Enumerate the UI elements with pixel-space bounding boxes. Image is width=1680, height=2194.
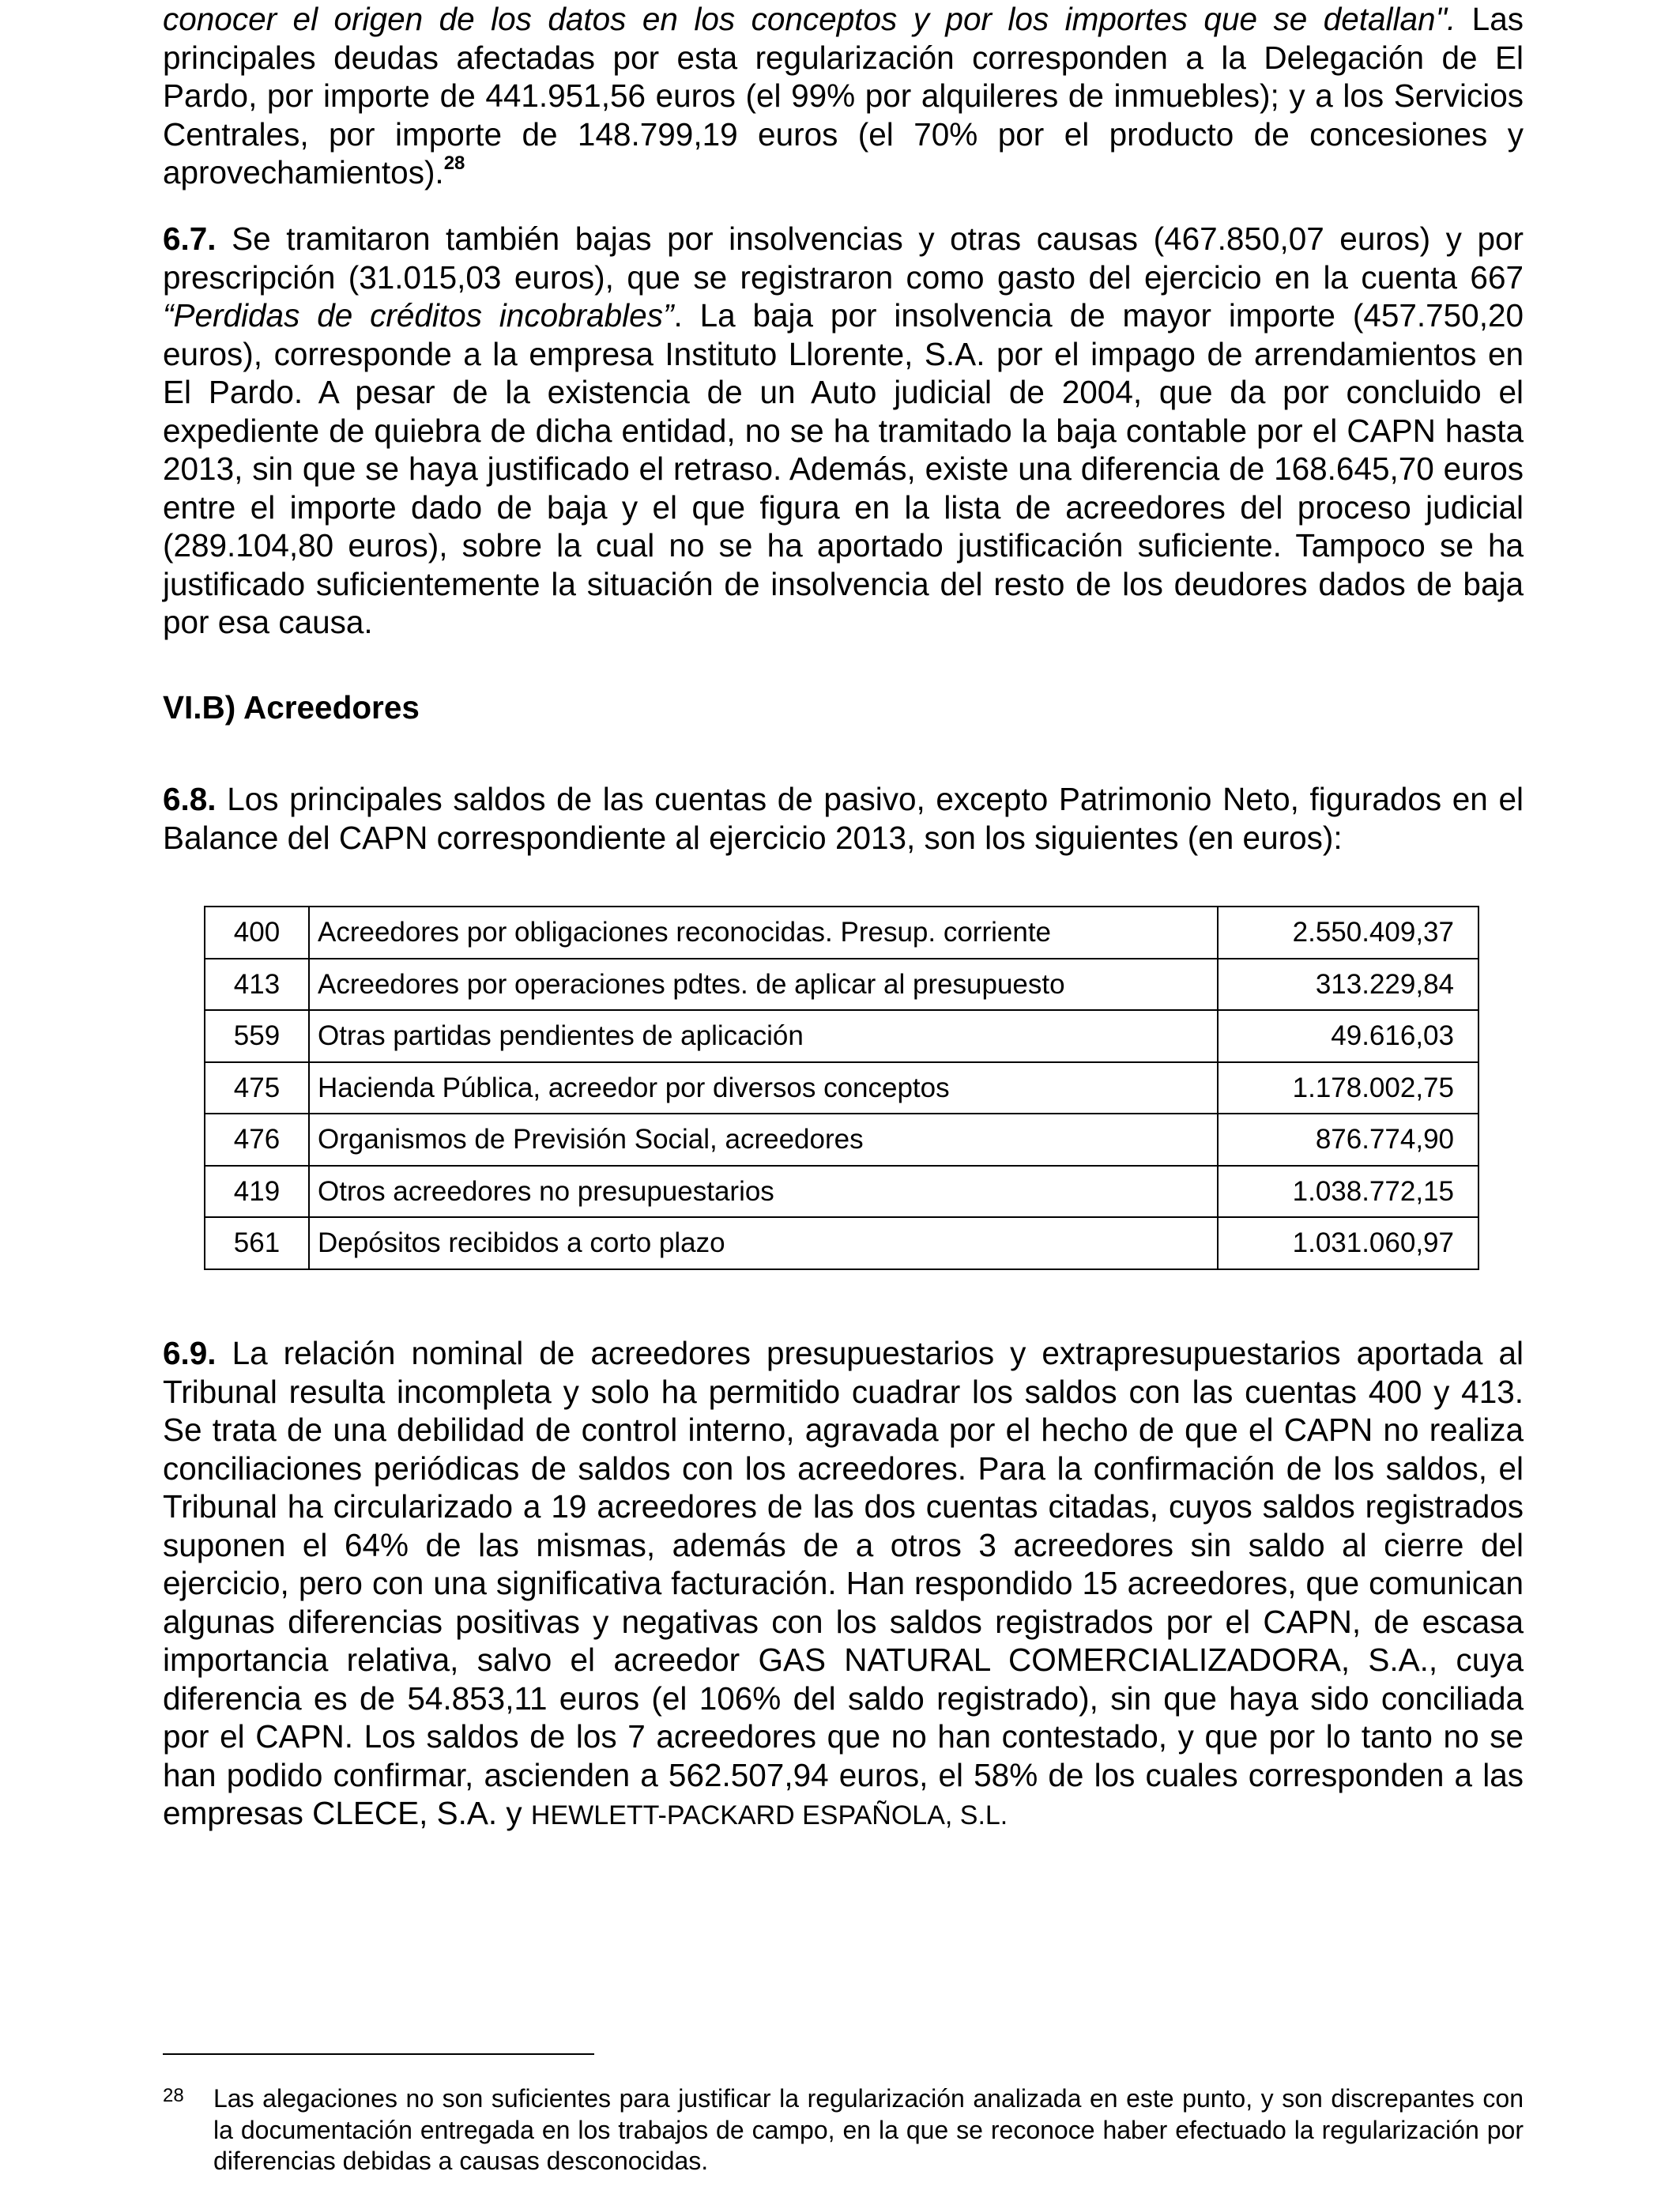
quoted-text: conocer el origen de los datos en los conceptos y por los importes que se detallan".: [163, 1, 1456, 37]
account-code-cell: 419: [205, 1166, 309, 1218]
account-code-cell: 413: [205, 959, 309, 1011]
paragraph-text: Los principales saldos de las cuentas de pasivo, excepto Patrimonio Neto, figurados en el Balance del CAPN correspondiente al ejercicio 2013, son los siguientes (en euros):: [163, 781, 1524, 856]
account-description-cell: Acreedores por obligaciones reconocidas. Presup. corriente: [309, 907, 1218, 959]
account-code-cell: 475: [205, 1062, 309, 1114]
account-code-cell: 561: [205, 1217, 309, 1269]
amount-cell: 1.178.002,75: [1218, 1062, 1478, 1114]
footnote-reference[interactable]: 28: [443, 152, 465, 174]
table-row: [205, 1166, 1478, 1218]
table-row: [205, 959, 1478, 1011]
amount-cell: 49.616,03: [1218, 1010, 1478, 1062]
paragraph-text: . La baja por insolvencia de mayor importe (457.750,20 euros), corresponde a la empresa Instituto Llorente, S.A. por el impago de arrendamientos en El Pardo. A pesar de la existencia de un Auto judicial de 2004, que da por concluido el expediente de quiebra de dicha entidad, no se ha tramitado la baja contable por el CAPN hasta 2013, sin que se haya justificado el retraso. Además, existe una diferencia de 168.645,70 euros entre el importe dado de baja y el que figura en la lista de acreedores del proceso judicial (289.104,80 euros), sobre la cual no se ha aportado justificación suficiente. Tampoco se ha justificado suficientemente la situación de insolvencia del resto de los deudores dados de baja por esa causa.: [163, 297, 1524, 640]
liabilities-table: [204, 906, 1479, 1270]
company-name-small: HEWLETT-PACKARD ESPAÑOLA, S.L.: [530, 1800, 1008, 1830]
footnote-number: 28: [163, 2085, 184, 2106]
account-name-italic: “Perdidas de créditos incobrables”: [163, 297, 674, 334]
paragraph-number: 6.8.: [163, 781, 217, 817]
amount-cell: 313.229,84: [1218, 959, 1478, 1011]
table-row: [205, 1010, 1478, 1062]
account-code-cell: 559: [205, 1010, 309, 1062]
table-row: [205, 907, 1478, 959]
account-code-cell: 476: [205, 1114, 309, 1166]
footnote-separator: [163, 2053, 594, 2055]
paragraph-text: La relación nominal de acreedores presupuestarios y extrapresupuestarios aportada al Tribunal resulta incompleta y solo ha permitido cuadrar los saldos con las cuentas 400 y 413. Se trata de una debilidad de control interno, agravada por el hecho de que el CAPN no realiza conciliaciones periódicas de saldos con los acreedores. Para la confirmación de los saldos, el Tribunal ha circularizado a 19 acreedores de las dos cuentas citadas, cuyos saldos registrados suponen el 64% de las mismas, además de a otros 3 acreedores sin saldo al cierre del ejercicio, pero con una significativa facturación. Han respondido 15 acreedores, que comunican algunas diferencias positivas y negativas con los saldos registrados por el CAPN, de escasa importancia relativa, salvo el acreedor GAS NATURAL COMERCIALIZADORA, S.A., cuya diferencia es de 54.853,11 euros (el 106% del saldo registrado), sin que haya sido conciliada por el CAPN. Los saldos de los 7 acreedores que no han contestado, y que por lo tanto no se han podido confirmar, ascienden a 562.507,94 euros, el 58% de los cuales corresponden a las empresas CLECE, S.A. y: [163, 1335, 1524, 1831]
account-description-cell: Depósitos recibidos a corto plazo: [309, 1217, 1218, 1269]
account-description-cell: Acreedores por operaciones pdtes. de aplicar al presupuesto: [309, 959, 1218, 1011]
paragraph-number: 6.9.: [163, 1335, 217, 1371]
account-code-cell: 400: [205, 907, 309, 959]
account-description-cell: Otros acreedores no presupuestarios: [309, 1166, 1218, 1218]
amount-cell: 876.774,90: [1218, 1114, 1478, 1166]
account-description-cell: Otras partidas pendientes de aplicación: [309, 1010, 1218, 1062]
account-description-cell: Organismos de Previsión Social, acreedores: [309, 1114, 1218, 1166]
amount-cell: 2.550.409,37: [1218, 907, 1478, 959]
account-description-cell: Hacienda Pública, acreedor por diversos conceptos: [309, 1062, 1218, 1114]
amount-cell: 1.038.772,15: [1218, 1166, 1478, 1218]
paragraph-6-9: [163, 1334, 1524, 1835]
paragraph-number: 6.7.: [163, 221, 217, 257]
section-heading: VI.B) Acreedores: [163, 689, 420, 726]
paragraph-6-7: [163, 220, 1524, 642]
table-row: [205, 1062, 1478, 1114]
liabilities-table-body: [205, 907, 1478, 1269]
footnote-text: Las alegaciones no son suficientes para justificar la regularización analizada en este punto, y son discrepantes con la documentación entregada en los trabajos de campo, en la que se reconoce haber efectuado la regularización por diferencias debidas a causas desconocidas.: [213, 2084, 1524, 2175]
paragraph-6-8: [163, 780, 1524, 857]
paragraph-text: Las principales deudas afectadas por esta regularización corresponden a la Delegación de El Pardo, por importe de 441.951,56 euros (el 99% por alquileres de inmuebles); y a los Servicios Centrales, por importe de 148.799,19 euros (el 70% por el producto de concesiones y aprovechamientos).: [163, 1, 1524, 190]
table-row: [205, 1114, 1478, 1166]
paragraph-6-6-continuation: [163, 0, 1524, 192]
footnote: [163, 2083, 1524, 2177]
paragraph-text: Se tramitaron también bajas por insolvencias y otras causas (467.850,07 euros) y por prescripción (31.015,03 euros), que se registraron como gasto del ejercicio en la cuenta 667: [163, 221, 1524, 296]
amount-cell: 1.031.060,97: [1218, 1217, 1478, 1269]
table-row: [205, 1217, 1478, 1269]
